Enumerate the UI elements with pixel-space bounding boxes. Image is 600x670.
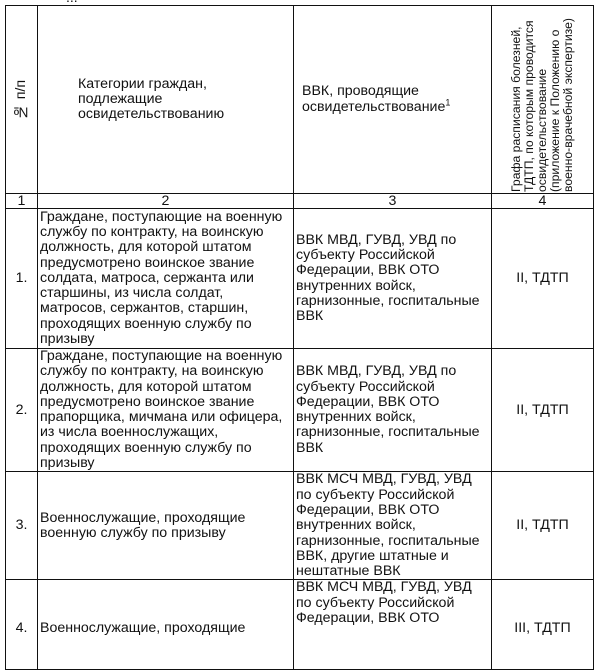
header-commission [294, 6, 492, 194]
row-commission: ВВК МСЧ МВД, ГУВД, УВД по субъекту Российской Федерации, ВВК ОТО внутренних войск, гарнизонные, госпитальные ВВК, другие штатные и нештатные ВВК [294, 472, 492, 580]
header-num: № п/п [12, 79, 29, 120]
row-category: Военнослужащие, проходящие [38, 580, 294, 670]
table-row [6, 209, 594, 349]
header-category [38, 6, 294, 194]
column-index: 4 [492, 194, 594, 209]
header-commission-text: ВВК, проводящие освидетельствование [302, 83, 446, 115]
header-category-text: Категории граждан, подлежащие освидетельствованию [78, 75, 225, 123]
footnote-marker: 1 [445, 96, 451, 107]
row-category: Граждане, поступающие на военную службу по контракту, на воинскую должность, для которой штатом предусмотрено воинское звание прапорщика, мичмана или офицера, из числа военнослужащих, проходящих военную службу по призыву [38, 349, 294, 472]
table-header-row [6, 6, 594, 194]
column-index: 3 [294, 194, 492, 209]
row-commission: ВВК МСЧ МВД, ГУВД, УВД по субъекту Российской Федерации, ВВК ОТО [294, 580, 492, 670]
row-number: 1. [6, 209, 38, 349]
row-category: Граждане, поступающие на военную службу по контракту, на воинскую должность, для которой штатом предусмотрено воинское звание солдата, матроса, сержанта или старшины, из числа солдат, матросов, сержантов, старшин, проходящих военную службу по призыву [38, 209, 294, 349]
table-row [6, 472, 594, 580]
row-number: 2. [6, 349, 38, 472]
header-schedule: Графа расписания болезней, ТДТП, по которым проводится освидетельствование (приложение к Положению о военно-врачебной экспертизе) [509, 17, 575, 192]
column-index-row [6, 194, 594, 209]
table-row [6, 580, 594, 670]
row-commission: ВВК МВД, ГУВД, УВД по субъекту Российской Федерации, ВВК ОТО внутренних войск, гарнизонные, госпитальные ВВК [294, 349, 492, 472]
column-index: 2 [38, 194, 294, 209]
examination-table [5, 5, 594, 670]
table-row [6, 349, 594, 472]
row-number: 4. [6, 580, 38, 670]
row-category: Военнослужащие, проходящие военную службу по призыву [38, 472, 294, 580]
header-num-cell [6, 6, 38, 194]
row-number: 3. [6, 472, 38, 580]
row-schedule: II, ТДТП [492, 209, 594, 349]
header-schedule-cell [492, 6, 594, 194]
row-schedule: II, ТДТП [492, 472, 594, 580]
column-index: 1 [6, 194, 38, 209]
row-commission: ВВК МВД, ГУВД, УВД по субъекту Российской Федерации, ВВК ОТО внутренних войск, гарнизонные, госпитальные ВВК [294, 209, 492, 349]
row-schedule: II, ТДТП [492, 349, 594, 472]
row-schedule: III, ТДТП [492, 580, 594, 670]
